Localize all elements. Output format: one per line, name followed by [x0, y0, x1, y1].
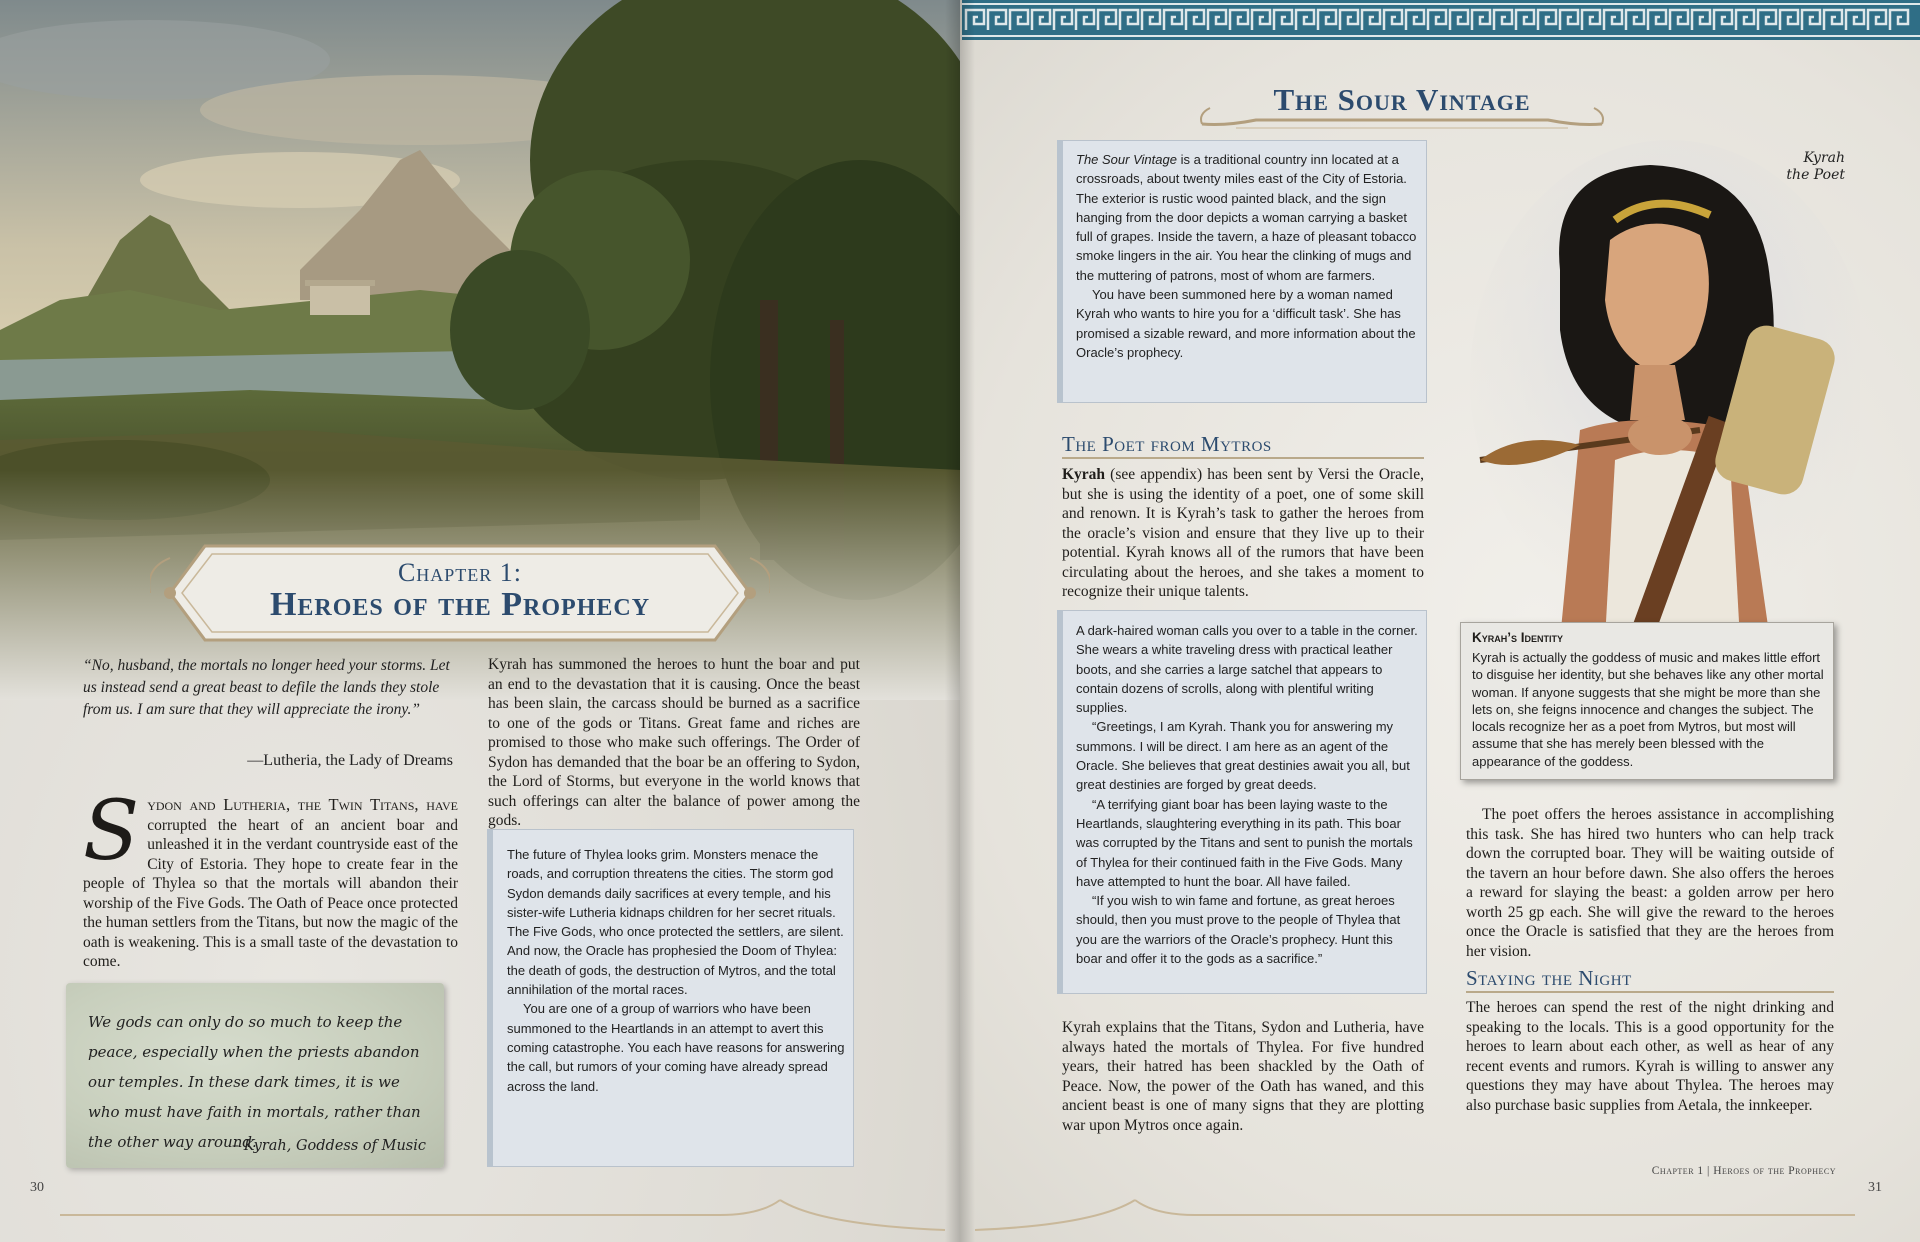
sidebar-title: Kyrah’s Identity [1472, 630, 1564, 645]
reward-text: The poet offers the heroes assistance in accomplishing this task. She has hired two hunters who can help track down the corrupted boar. They will be waiting outside of the tavern an hour before dawn. She also offers the heroes a reward for slaying the beast: a golden arrow per hero worth 25 gp each. She will give the reward to the heroes once the Oracle is satisfied that they are the heroes from her vision. [1466, 806, 1834, 960]
readaloud-paragraph: “A terrifying giant boar has been laying waste to the Heartlands, slaughtering everything in its path. This boar was corrupted by the Titans and sent to punish the mortals of Thylea for their continued faith in the Five Gods. Many have attempted to hunt the boar. All have failed. [1076, 796, 1413, 889]
epigraph-quote: “No, husband, the mortals no longer heed your storms. Let us instead send a great beast to defile the lands they stole from us. I am sure that they will appreciate the irony.” [83, 657, 450, 718]
reward-paragraph [1466, 805, 1834, 961]
readaloud-paragraph: “Greetings, I am Kyrah. Thank you for answering my summons. I will be direct. I am here as an agent of the Oracle. She believes that great destinies await you all, but great destinies are forged by great deeds. [1076, 719, 1410, 793]
footer-ornament-left [20, 1195, 945, 1235]
section-title: The Sour Vintage [1273, 82, 1531, 117]
intro-text: corrupted the heart of an ancient boar and unleashed it in the verdant countryside east of the City of Estoria. They hope to create fear in the people of Thylea so that the mortals will abandon their worship of the Five Gods. The Oath of Peace once protected the human settlers from the Titans, but now the magic of the oath is weakening. This is a small taste of the devastation to come. [83, 816, 458, 970]
readaloud-paragraph: A dark-haired woman calls you over to a table in the corner. She wears a white traveling dress with practical leather boots, and she carries a large satchel that appears to contain dozens of scrolls, along with plentiful writing supplies. [1076, 623, 1418, 716]
readaloud-paragraph [1076, 150, 1421, 285]
kyrah-name: Kyrah [1062, 466, 1106, 483]
portrait-caption-title: the Poet [1786, 167, 1845, 183]
poet-paragraph [1062, 465, 1424, 602]
heading-poet-from-mytros: The Poet from Mytros [1062, 432, 1272, 456]
readaloud-paragraph: “If you wish to win fame and fortune, as great heroes should, then you must prove to the people of Thylea that you are the warriors of the Oracle’s prophecy. Hunt this boar and offer it to the gods as a sacrifice.” [1076, 893, 1401, 967]
running-footer: Chapter 1 | Heroes of the Prophecy [1651, 1165, 1836, 1177]
sidebar-body: Kyrah is actually the goddess of music and makes little effort to disguise her identity, but she behaves like any other mortal woman. If anyone suggests that she might be more than she lets on, she feigns innocence and changes the subject. The locals recognize her as a poet from Mytros, but most will assume that she has merely been blessed with the appearance of the goddess. [1472, 650, 1824, 769]
heading-rule [1062, 457, 1424, 459]
chapter-banner [150, 538, 770, 648]
greek-key-border [962, 0, 1920, 40]
epigraph-attribution: —Lutheria, the Lady of Dreams [247, 752, 453, 769]
readaloud-box-intro [487, 829, 854, 1167]
kyrah-portrait [1440, 130, 1860, 640]
readaloud-box-inn [1057, 140, 1427, 403]
page-number-left: 30 [30, 1180, 44, 1195]
intro-paragraph [83, 784, 458, 972]
portrait-caption [1745, 150, 1845, 184]
book-gutter [945, 0, 975, 1242]
readaloud-box-kyrah [1057, 610, 1427, 994]
drop-cap: S [83, 784, 140, 879]
inn-description: is a traditional country inn located at a crossroads, about twenty miles east of the City of Estoria. The exterior is rustic wood painted black, and the sign hanging from the door depicts a woman carrying a basket full of grapes. Inside the tavern, a haze of pleasant tobacco smoke lingers in the air. You hear the clinking of mugs and the muttering of patrons, most of whom are farmers. [1076, 152, 1417, 283]
heading-rule [1466, 991, 1834, 993]
inn-name: The Sour Vintage [1076, 152, 1177, 167]
summons-paragraph: Kyrah has summoned the heroes to hunt the boar and put an end to the devastation that it is causing. Once the beast has been slain, the carcass should be burned as a sacrifice to one of the gods or Titans. Great fame and riches are promised to those who make such offerings. The Order of Sydon has demanded that the boar be an offering to Sydon, the Lord of Storms, but everyone in the world knows that such offerings can alter the balance of power among the gods. [488, 656, 860, 829]
section-banner [1196, 74, 1608, 134]
night-paragraph: The heroes can spend the rest of the night drinking and speaking to the locals. This is a good opportunity for the heroes to learn about each other, as well as hear of any recent events and rumors. Kyrah is willing to answer any questions they may have about Thylea. The heroes may also purchase basic supplies from Aetala, the innkeeper. [1466, 999, 1834, 1114]
intro-smallcaps: ydon and Lutheria, the Twin Titans, have [147, 795, 458, 814]
readaloud-paragraph: You are one of a group of warriors who have been summoned to the Heartlands in an attempt to avert this coming catastrophe. You each have reasons for answering the call, but rumors of your coming have already spread across the land. [507, 1001, 845, 1094]
page-number-right: 31 [1868, 1180, 1882, 1195]
footer-ornament-right [975, 1195, 1900, 1235]
gods-quote-box [66, 983, 444, 1168]
poet-text: (see appendix) has been sent by Versi the Oracle, but she is using the identity of a poet, one of some skill and renown. It is Kyrah’s task to gather the heroes from the oracle’s vision and ensure that they live up to their potential. Kyrah knows all of the rumors that have been circulating about the heroes, and she takes a moment to recognize their unique talents. [1062, 466, 1424, 600]
portrait-caption-name: Kyrah [1803, 150, 1845, 166]
gods-quote-text: We gods can only do so much to keep the peace, especially when the priests abandon our temples. In these dark times, it is we who must have faith in mortals, rather than the other way around. [88, 1013, 421, 1151]
sidebar-kyrahs-identity [1460, 622, 1834, 780]
titans-paragraph: Kyrah explains that the Titans, Sydon and Lutheria, have always hated the mortals of Thylea. For five hundred years, their hatred has been shackled by the Oath of Peace. Now, the power of the Oath has waned, and this ancient beast is one of many signs that they are plotting war upon Mytros once again. [1062, 1019, 1424, 1134]
readaloud-paragraph: The future of Thylea looks grim. Monsters menace the roads, and corruption threatens the cities. The storm god Sydon demands daily sacrifices at every temple, and his sister-wife Lutheria kidnaps children for her secret rituals. The Five Gods, who once protected the settlers, are silent. And now, the Oracle has prophesied the Doom of Thylea: the death of gods, the destruction of Mytros, and the total annihilation of the mortal races. [507, 847, 844, 998]
chapter-title: Heroes of the Prophecy [269, 586, 651, 623]
chapter-label: Chapter 1: [397, 558, 523, 587]
gods-quote-attribution: – Kyrah, Goddess of Music [231, 1138, 426, 1154]
heading-staying-the-night: Staying the Night [1466, 966, 1632, 990]
readaloud-paragraph: You have been summoned here by a woman named Kyrah who wants to hire you for a ‘difficult task’. She has promised a sizable reward, and more information about the Oracle’s prophecy. [1076, 287, 1416, 360]
